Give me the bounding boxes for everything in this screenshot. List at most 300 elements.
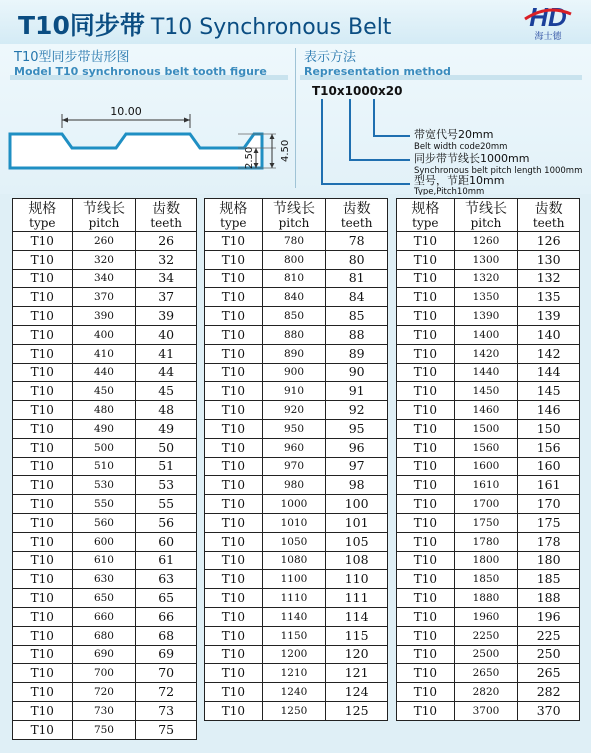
pitch-cell: 1500 (454, 419, 518, 438)
table-row (205, 589, 388, 608)
teeth-cell: 160 (518, 457, 580, 476)
type-cell: T10 (13, 307, 73, 326)
table-row (397, 401, 580, 420)
type-cell: T10 (13, 551, 73, 570)
teeth-cell: 95 (326, 419, 388, 438)
table-row (13, 532, 197, 551)
representation-title-zh: 表示方法 (304, 50, 357, 65)
type-cell: T10 (397, 382, 455, 401)
header-teeth-zh: 齿数 (342, 200, 371, 217)
teeth-cell: 37 (136, 288, 197, 307)
title-bar (0, 0, 591, 44)
teeth-cell: 110 (326, 570, 388, 589)
pitch-cell: 550 (72, 495, 136, 514)
teeth-cell: 115 (326, 626, 388, 645)
header-type (13, 199, 73, 232)
table-row (13, 701, 197, 720)
type-cell: T10 (397, 250, 455, 269)
type-cell: T10 (205, 551, 263, 570)
table-row (205, 476, 388, 495)
table-row (13, 607, 197, 626)
type-cell: T10 (13, 607, 73, 626)
teeth-cell: 225 (518, 626, 580, 645)
teeth-cell: 124 (326, 683, 388, 702)
pitch-cell: 1210 (262, 664, 326, 683)
type-cell: T10 (205, 457, 263, 476)
type-cell: T10 (13, 532, 73, 551)
header-type-zh: 规格 (28, 200, 57, 217)
teeth-cell: 72 (136, 683, 197, 702)
pitch-cell: 840 (262, 288, 326, 307)
pitch-cell: 970 (262, 457, 326, 476)
type-cell: T10 (13, 626, 73, 645)
teeth-cell: 135 (518, 288, 580, 307)
header-pitch-en: pitch (88, 215, 120, 230)
table-row (13, 720, 197, 739)
teeth-cell: 44 (136, 363, 197, 382)
teeth-cell: 145 (518, 382, 580, 401)
type-cell: T10 (397, 664, 455, 683)
table-header-row (13, 199, 197, 232)
teeth-cell: 92 (326, 401, 388, 420)
teeth-cell: 84 (326, 288, 388, 307)
pitch-cell: 950 (262, 419, 326, 438)
table-row (397, 683, 580, 702)
pitch-cell: 440 (72, 363, 136, 382)
type-cell: T10 (205, 307, 263, 326)
type-cell: T10 (13, 589, 73, 608)
pitch-cell: 750 (72, 720, 136, 739)
table-row (205, 325, 388, 344)
teeth-cell: 41 (136, 344, 197, 363)
pitch-cell: 400 (72, 325, 136, 344)
header-teeth (518, 199, 580, 232)
table-row (13, 570, 197, 589)
table-row (397, 232, 580, 251)
header-pitch-zh: 节线长 (82, 200, 125, 217)
teeth-cell: 34 (136, 269, 197, 288)
teeth-cell: 45 (136, 382, 197, 401)
type-cell: T10 (13, 269, 73, 288)
type-cell: T10 (205, 701, 263, 720)
teeth-cell: 80 (326, 250, 388, 269)
pitch-cell: 980 (262, 476, 326, 495)
pitch-cell: 1140 (262, 607, 326, 626)
teeth-cell: 50 (136, 438, 197, 457)
pitch-cell: 1000 (262, 495, 326, 514)
pitch-cell: 1960 (454, 607, 518, 626)
teeth-cell: 188 (518, 589, 580, 608)
pitch-cell: 2650 (454, 664, 518, 683)
teeth-cell: 75 (136, 720, 197, 739)
type-cell: T10 (397, 607, 455, 626)
table-row (205, 250, 388, 269)
header-type-zh: 规格 (219, 200, 248, 217)
header-type-en: type (412, 215, 439, 230)
table-row (205, 607, 388, 626)
teeth-cell: 39 (136, 307, 197, 326)
type-cell: T10 (397, 570, 455, 589)
header-pitch (72, 199, 136, 232)
pitch-cell: 2500 (454, 645, 518, 664)
type-cell: T10 (397, 269, 455, 288)
type-cell: T10 (13, 363, 73, 382)
pitch-cell: 800 (262, 250, 326, 269)
table-row (13, 438, 197, 457)
table-row (205, 401, 388, 420)
header-teeth-zh: 齿数 (534, 200, 563, 217)
header-type (205, 199, 263, 232)
pitch-cell: 1800 (454, 551, 518, 570)
table-row (397, 363, 580, 382)
teeth-cell: 100 (326, 495, 388, 514)
teeth-cell: 108 (326, 551, 388, 570)
teeth-cell: 161 (518, 476, 580, 495)
pitch-cell: 880 (262, 325, 326, 344)
type-cell: T10 (397, 532, 455, 551)
table-row (397, 607, 580, 626)
tooth-profile-diagram (0, 90, 295, 195)
pitch-cell: 1420 (454, 344, 518, 363)
table-row (205, 645, 388, 664)
type-cell: T10 (13, 476, 73, 495)
teeth-cell: 105 (326, 532, 388, 551)
pitch-cell: 1350 (454, 288, 518, 307)
pitch-cell: 1010 (262, 513, 326, 532)
type-cell: T10 (205, 607, 263, 626)
pitch-cell: 1100 (262, 570, 326, 589)
pitch-cell: 700 (72, 664, 136, 683)
table-row (13, 288, 197, 307)
header-teeth-en: teeth (340, 215, 373, 230)
pitch-cell: 1050 (262, 532, 326, 551)
teeth-cell: 265 (518, 664, 580, 683)
table-header-row (397, 199, 580, 232)
type-cell: T10 (397, 363, 455, 382)
type-cell: T10 (13, 382, 73, 401)
type-cell: T10 (205, 438, 263, 457)
type-cell: T10 (13, 401, 73, 420)
teeth-cell: 150 (518, 419, 580, 438)
pitch-cell: 390 (72, 307, 136, 326)
teeth-cell: 132 (518, 269, 580, 288)
table-row (397, 307, 580, 326)
table-row (397, 457, 580, 476)
teeth-cell: 89 (326, 344, 388, 363)
table-row (13, 269, 197, 288)
type-cell: T10 (13, 344, 73, 363)
type-cell: T10 (13, 438, 73, 457)
pitch-cell: 960 (262, 438, 326, 457)
type-cell: T10 (397, 438, 455, 457)
table-row (397, 325, 580, 344)
note-type-zh: 型号，节距10mm (414, 174, 505, 187)
teeth-cell: 90 (326, 363, 388, 382)
type-cell: T10 (13, 683, 73, 702)
type-cell: T10 (205, 363, 263, 382)
teeth-cell: 68 (136, 626, 197, 645)
table-row (397, 495, 580, 514)
belt-table-1 (12, 198, 197, 740)
brand-logo (519, 2, 577, 42)
teeth-cell: 96 (326, 438, 388, 457)
pitch-cell: 1460 (454, 401, 518, 420)
belt-profile (10, 134, 262, 168)
teeth-cell: 121 (326, 664, 388, 683)
teeth-cell: 178 (518, 532, 580, 551)
teeth-cell: 66 (136, 607, 197, 626)
type-cell: T10 (13, 457, 73, 476)
table-row (397, 288, 580, 307)
teeth-cell: 146 (518, 401, 580, 420)
header-teeth-zh: 齿数 (152, 200, 181, 217)
teeth-cell: 125 (326, 701, 388, 720)
teeth-cell: 111 (326, 589, 388, 608)
table-row (13, 250, 197, 269)
logo-letters: HD (529, 2, 567, 32)
type-cell: T10 (205, 419, 263, 438)
pitch-cell: 650 (72, 589, 136, 608)
pitch-cell: 410 (72, 344, 136, 363)
total-height-dimension: 4.50 (280, 139, 291, 162)
teeth-cell: 65 (136, 589, 197, 608)
teeth-cell: 175 (518, 513, 580, 532)
pitch-cell: 510 (72, 457, 136, 476)
teeth-cell: 56 (136, 513, 197, 532)
teeth-cell: 91 (326, 382, 388, 401)
table-row (397, 476, 580, 495)
pitch-cell: 370 (72, 288, 136, 307)
type-cell: T10 (13, 570, 73, 589)
pitch-cell: 1700 (454, 495, 518, 514)
table-row (205, 664, 388, 683)
table-row (205, 495, 388, 514)
teeth-cell: 49 (136, 419, 197, 438)
teeth-cell: 140 (518, 325, 580, 344)
type-cell: T10 (205, 401, 263, 420)
pitch-cell: 1260 (454, 232, 518, 251)
note-width-en: Belt width code20mm (414, 142, 508, 152)
teeth-cell: 53 (136, 476, 197, 495)
header-pitch-en: pitch (278, 215, 310, 230)
type-cell: T10 (205, 683, 263, 702)
table-row (205, 513, 388, 532)
pitch-cell: 560 (72, 513, 136, 532)
type-cell: T10 (397, 476, 455, 495)
pitch-cell: 630 (72, 570, 136, 589)
teeth-cell: 63 (136, 570, 197, 589)
header-pitch-zh: 节线长 (272, 200, 315, 217)
table-row (13, 476, 197, 495)
pitch-cell: 600 (72, 532, 136, 551)
table-row (205, 269, 388, 288)
type-cell: T10 (13, 701, 73, 720)
pitch-cell: 490 (72, 419, 136, 438)
table-row (397, 589, 580, 608)
type-cell: T10 (397, 288, 455, 307)
teeth-cell: 130 (518, 250, 580, 269)
pitch-cell: 1440 (454, 363, 518, 382)
representation-diagram (300, 80, 590, 195)
type-cell: T10 (205, 325, 263, 344)
header-type (397, 199, 455, 232)
note-width-zh: 带宽代号20mm (414, 128, 494, 141)
teeth-cell: 196 (518, 607, 580, 626)
header-type-en: type (220, 215, 247, 230)
type-cell: T10 (397, 344, 455, 363)
type-cell: T10 (13, 325, 73, 344)
type-cell: T10 (205, 250, 263, 269)
pitch-cell: 780 (262, 232, 326, 251)
pitch-cell: 1150 (262, 626, 326, 645)
pitch-dimension: 10.00 (110, 105, 142, 118)
table-row (13, 363, 197, 382)
pitch-cell: 1880 (454, 589, 518, 608)
table-row (397, 532, 580, 551)
teeth-cell: 282 (518, 683, 580, 702)
table-row (13, 589, 197, 608)
type-cell: T10 (205, 382, 263, 401)
type-cell: T10 (205, 664, 263, 683)
table-row (397, 664, 580, 683)
table-row (205, 570, 388, 589)
pitch-cell: 500 (72, 438, 136, 457)
type-cell: T10 (397, 683, 455, 702)
table-row (397, 382, 580, 401)
pitch-cell: 1610 (454, 476, 518, 495)
table-row (13, 325, 197, 344)
type-cell: T10 (205, 570, 263, 589)
pitch-cell: 610 (72, 551, 136, 570)
type-cell: T10 (205, 269, 263, 288)
table-row (13, 645, 197, 664)
tooth-figure-heading (14, 46, 267, 78)
tooth-figure-title-zh: T10型同步带齿形图 (14, 50, 130, 65)
panel-separator (295, 48, 296, 188)
type-cell: T10 (397, 551, 455, 570)
teeth-cell: 144 (518, 363, 580, 382)
type-cell: T10 (205, 532, 263, 551)
teeth-cell: 170 (518, 495, 580, 514)
table-row (397, 269, 580, 288)
pitch-cell: 2250 (454, 626, 518, 645)
table-row (397, 551, 580, 570)
logo-subtext: 海士德 (534, 32, 562, 42)
teeth-cell: 55 (136, 495, 197, 514)
pitch-cell: 1300 (454, 250, 518, 269)
type-cell: T10 (205, 626, 263, 645)
teeth-cell: 370 (518, 701, 580, 720)
type-cell: T10 (205, 589, 263, 608)
teeth-cell: 26 (136, 232, 197, 251)
note-type-en: Type,Pitch10mm (414, 187, 485, 195)
table-row (13, 664, 197, 683)
pitch-cell: 450 (72, 382, 136, 401)
model-code: T10x1000x20 (312, 84, 403, 98)
pitch-cell: 720 (72, 683, 136, 702)
teeth-cell: 48 (136, 401, 197, 420)
header-teeth-en: teeth (150, 215, 182, 230)
teeth-cell: 101 (326, 513, 388, 532)
type-cell: T10 (13, 513, 73, 532)
type-cell: T10 (205, 344, 263, 363)
pitch-cell: 680 (72, 626, 136, 645)
pitch-cell: 1400 (454, 325, 518, 344)
pitch-cell: 810 (262, 269, 326, 288)
teeth-cell: 32 (136, 250, 197, 269)
pitch-cell: 690 (72, 645, 136, 664)
teeth-cell: 185 (518, 570, 580, 589)
pitch-cell: 1780 (454, 532, 518, 551)
table-row (13, 344, 197, 363)
table-row (205, 288, 388, 307)
header-pitch-zh: 节线长 (464, 200, 507, 217)
teeth-cell: 85 (326, 307, 388, 326)
table-row (205, 551, 388, 570)
type-cell: T10 (397, 513, 455, 532)
type-cell: T10 (13, 250, 73, 269)
table-row (397, 570, 580, 589)
pitch-cell: 1080 (262, 551, 326, 570)
type-cell: T10 (397, 645, 455, 664)
table-row (397, 344, 580, 363)
table-row (205, 532, 388, 551)
type-cell: T10 (13, 288, 73, 307)
pitch-cell: 1750 (454, 513, 518, 532)
table-row (205, 701, 388, 720)
page-title (18, 6, 391, 42)
type-cell: T10 (205, 476, 263, 495)
type-cell: T10 (397, 701, 455, 720)
pitch-cell: 850 (262, 307, 326, 326)
teeth-cell: 51 (136, 457, 197, 476)
pitch-cell: 1250 (262, 701, 326, 720)
pitch-cell: 1320 (454, 269, 518, 288)
pitch-cell: 1240 (262, 683, 326, 702)
table-row (13, 513, 197, 532)
table-header-row (205, 199, 388, 232)
type-cell: T10 (13, 419, 73, 438)
belt-table-2 (204, 198, 388, 721)
header-type-zh: 规格 (411, 200, 440, 217)
header-teeth (326, 199, 388, 232)
pitch-cell: 1390 (454, 307, 518, 326)
header-type-en: type (29, 215, 56, 230)
header-pitch (262, 199, 326, 232)
table-row (397, 701, 580, 720)
teeth-cell: 97 (326, 457, 388, 476)
table-row (13, 401, 197, 420)
pitch-cell: 1110 (262, 589, 326, 608)
pitch-cell: 1560 (454, 438, 518, 457)
table-row (13, 419, 197, 438)
type-cell: T10 (397, 495, 455, 514)
table-row (397, 250, 580, 269)
table-row (205, 232, 388, 251)
type-cell: T10 (13, 495, 73, 514)
pitch-cell: 1450 (454, 382, 518, 401)
type-cell: T10 (397, 401, 455, 420)
teeth-cell: 81 (326, 269, 388, 288)
type-cell: T10 (13, 664, 73, 683)
type-cell: T10 (205, 288, 263, 307)
teeth-cell: 40 (136, 325, 197, 344)
table-row (13, 232, 197, 251)
type-cell: T10 (397, 232, 455, 251)
table-row (397, 419, 580, 438)
table-row (205, 683, 388, 702)
pitch-cell: 1600 (454, 457, 518, 476)
